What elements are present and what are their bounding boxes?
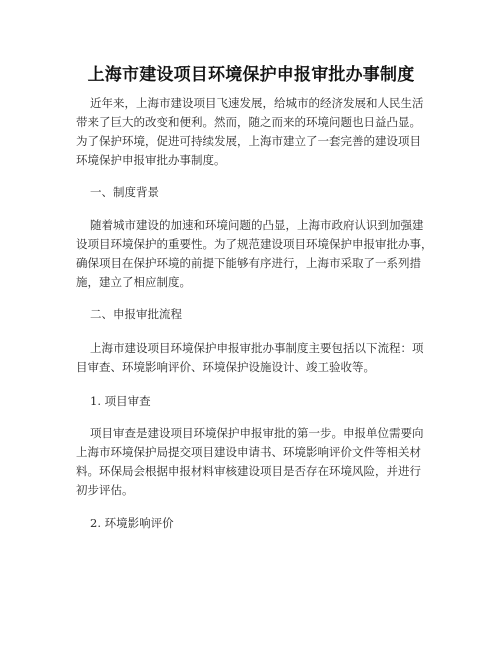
paragraph-4-line-3: 料。环保局会根据申报材料审核建设项目是否存在环境风险，并进行 bbox=[76, 464, 421, 478]
paragraph-1-line-1: 近年来，上海市建设项目飞速发展，给城市的经济发展和人民生活 bbox=[90, 96, 424, 110]
section-heading-background: 一、制度背景 bbox=[90, 185, 159, 199]
paragraph-1-line-4: 环境保护申报审批办事制度。 bbox=[76, 153, 226, 167]
section-heading-process: 二、申报审批流程 bbox=[90, 307, 182, 321]
subheading-environmental-impact: 2. 环境影响评价 bbox=[90, 516, 174, 530]
paragraph-2-line-2: 设项目环境保护的重要性。为了规范建设项目环境保护申报审批办事， bbox=[76, 237, 433, 251]
paragraph-1-line-3: 为了保护环境，促进可持续发展，上海市建立了一套完善的建设项目 bbox=[76, 134, 421, 148]
paragraph-1-line-2: 带来了巨大的改变和便利。然而，随之而来的环境问题也日益凸显。 bbox=[76, 115, 421, 129]
paragraph-4-line-4: 初步评估。 bbox=[76, 483, 134, 497]
paragraph-3-line-1: 上海市建设项目环境保护申报审批办事制度主要包括以下流程：项 bbox=[90, 341, 424, 355]
paragraph-2-line-3: 确保项目在保护环境的前提下能够有序进行，上海市采取了一系列措 bbox=[76, 256, 421, 270]
paragraph-4-line-1: 项目审查是建设项目环境保护申报审批的第一步。申报单位需要向 bbox=[90, 426, 424, 440]
subheading-project-review: 1. 项目审查 bbox=[90, 394, 151, 408]
paragraph-2-line-1: 随着城市建设的加速和环境问题的凸显，上海市政府认识到加强建 bbox=[90, 218, 424, 232]
paragraph-2-line-4: 施，建立了相应制度。 bbox=[76, 275, 191, 289]
paragraph-3-line-2: 目审查、环境影响评价、环境保护设施设计、竣工验收等。 bbox=[76, 360, 375, 374]
document-title: 上海市建设项目环境保护申报审批办事制度 bbox=[87, 65, 415, 85]
paragraph-4-line-2: 上海市环境保护局提交项目建设申请书、环境影响评价文件等相关材 bbox=[76, 445, 421, 459]
